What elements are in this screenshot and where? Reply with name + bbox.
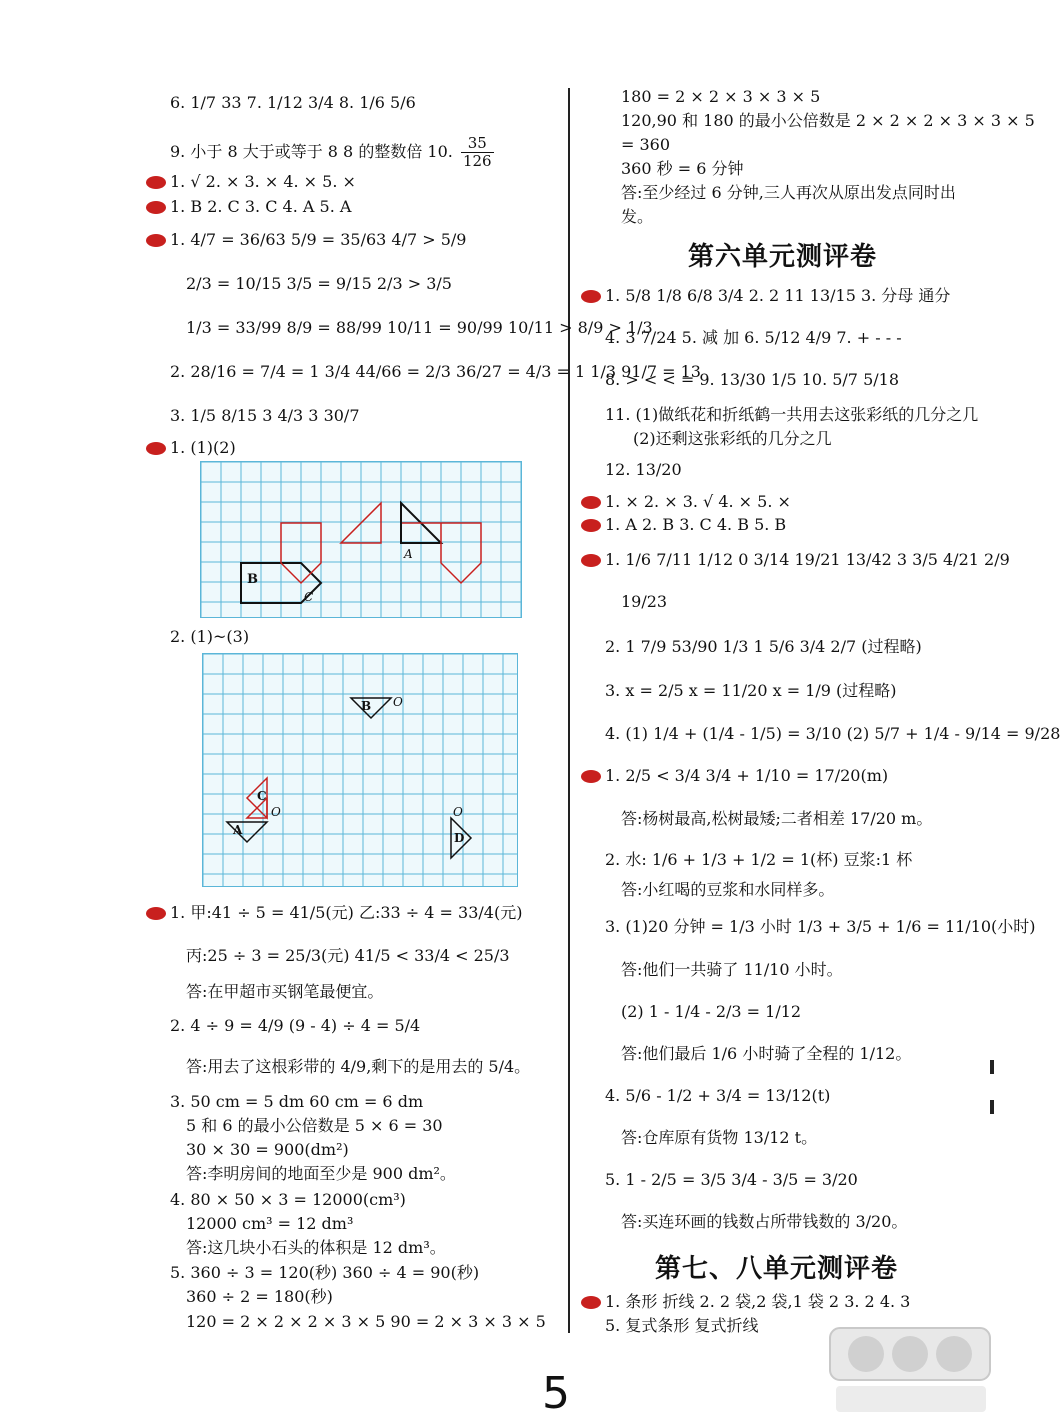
answer-line: 19/23 <box>621 592 668 611</box>
answer-line: 答:用去了这根彩带的 4/9,剩下的是用去的 5/4。 <box>186 1057 531 1076</box>
answer-line: 3. (1)20 分钟 = 1/3 小时 1/3 + 3/5 + 1/6 = 11/10(小时) <box>605 917 1036 936</box>
label-b: B <box>361 699 372 713</box>
answer-line <box>170 438 236 458</box>
answer-line: 5. 360 ÷ 3 = 120(秒) 360 ÷ 4 = 90(秒) <box>170 1263 480 1282</box>
answer-text: 1. (1)(2) <box>170 438 236 457</box>
answer-line: 8. > < < = 9. 13/30 1/5 10. 5/7 5/18 <box>605 370 899 389</box>
answer-line <box>170 135 497 170</box>
answer-line: 发。 <box>621 207 654 226</box>
section-badge <box>146 907 166 920</box>
label-a: A <box>233 823 243 837</box>
section-badge <box>581 554 601 567</box>
answer-line: 5. 复式条形 复式折线 <box>605 1316 759 1335</box>
label-c: C <box>304 590 314 604</box>
answer-line: 答:至少经过 6 分钟,三人再次从原出发点同时出 <box>621 183 956 202</box>
answer-line: 答:李明房间的地面至少是 900 dm²。 <box>186 1164 456 1183</box>
label-o: O <box>393 695 403 709</box>
fraction <box>461 135 494 170</box>
answer-text: 1. 条形 折线 2. 2 袋,2 袋,1 袋 2 3. 2 4. 3 <box>605 1292 911 1311</box>
answer-line <box>170 172 356 192</box>
answer-line: 180 = 2 × 2 × 3 × 3 × 5 <box>621 87 821 106</box>
answer-line: (2)还剩这张彩纸的几分之几 <box>633 429 832 448</box>
answer-line: 3. 1/5 8/15 3 4/3 3 30/7 <box>170 406 360 425</box>
answer-text: 1. 4/7 = 36/63 5/9 = 35/63 4/7 > 5/9 <box>170 230 467 249</box>
answer-line <box>170 903 522 923</box>
section-badge <box>581 496 601 509</box>
label-o: O <box>453 805 463 819</box>
section-heading: 第六单元测评卷 <box>688 242 878 272</box>
answer-line <box>605 492 791 512</box>
answer-line: 1/3 = 33/99 8/9 = 88/99 10/11 = 90/99 10/11 > 8/9 > 1/3 <box>186 318 653 337</box>
answer-line: 12. 13/20 <box>605 460 682 479</box>
answer-line: 120 = 2 × 2 × 2 × 3 × 5 90 = 2 × 3 × 3 × 5 <box>186 1312 546 1331</box>
answer-line: 360 ÷ 2 = 180(秒) <box>186 1287 333 1306</box>
answer-line <box>170 230 466 250</box>
edge-mark <box>990 1100 994 1114</box>
answer-line: 120,90 和 180 的最小公倍数是 2 × 2 × 2 × 3 × 3 × 5 <box>621 111 1035 130</box>
answer-line: 3. 50 cm = 5 dm 60 cm = 6 dm <box>170 1092 424 1111</box>
answer-line: 答:仓库原有货物 13/12 t。 <box>621 1128 818 1147</box>
answer-line: 2/3 = 10/15 3/5 = 9/15 2/3 > 3/5 <box>186 274 452 293</box>
answer-text: 9. 小于 8 大于或等于 8 8 的整数倍 10. <box>170 142 453 161</box>
section-badge <box>581 770 601 783</box>
answer-line: 答:他们一共骑了 11/10 小时。 <box>621 960 843 979</box>
section-badge <box>581 290 601 303</box>
answer-line <box>605 515 786 535</box>
answer-line: 3. x = 2/5 x = 11/20 x = 1/9 (过程略) <box>605 681 897 700</box>
answer-line: 2. 4 ÷ 9 = 4/9 (9 - 4) ÷ 4 = 5/4 <box>170 1016 421 1035</box>
answer-line: 4. (1) 1/4 + (1/4 - 1/5) = 3/10 (2) 5/7 + 1/4 - 9/14 = 9/28 <box>605 724 1060 743</box>
answer-text: 1. A 2. B 3. C 4. B 5. B <box>605 515 787 534</box>
answer-line: 答:买连环画的钱数占所带钱数的 3/20。 <box>621 1212 908 1231</box>
section-badge <box>146 442 166 455</box>
answer-line: (2) 1 - 1/4 - 2/3 = 1/12 <box>621 1002 802 1021</box>
section-badge <box>146 176 166 189</box>
answer-line <box>605 286 950 306</box>
edge-mark <box>990 1060 994 1074</box>
answer-line: 答:杨树最高,松树最矮;二者相差 17/20 m。 <box>621 809 933 828</box>
label-b: B <box>247 572 258 587</box>
answer-line: = 360 <box>621 135 671 154</box>
section-heading: 第七、八单元测评卷 <box>655 1254 899 1284</box>
label-d: D <box>454 831 465 845</box>
answer-line: 2. 28/16 = 7/4 = 1 3/4 44/66 = 2/3 36/27 = 4/3 = 1 1/3 91/7 = 13 <box>170 362 701 381</box>
answer-line: 4. 3 7/24 5. 减 加 6. 5/12 4/9 7. + - - - <box>605 328 902 347</box>
answer-line: 答:在甲超市买钢笔最便宜。 <box>186 982 384 1001</box>
answer-line: 答:他们最后 1/6 小时骑了全程的 1/12。 <box>621 1044 912 1063</box>
answer-line: 12000 cm³ = 12 dm³ <box>186 1214 354 1233</box>
answer-text: 1. 1/6 7/11 1/12 0 3/14 19/21 13/42 3 3/5 4/21 2/9 <box>605 550 1010 569</box>
section-badge <box>146 234 166 247</box>
grid-figure-1 <box>200 461 522 618</box>
answer-line <box>605 550 1010 570</box>
answer-text: 1. × 2. × 3. √ 4. × 5. × <box>605 492 791 511</box>
answer-line <box>170 197 351 217</box>
answer-text: 1. B 2. C 3. C 4. A 5. A <box>170 197 352 216</box>
answer-line: 6. 1/7 33 7. 1/12 3/4 8. 1/6 5/6 <box>170 93 416 112</box>
answer-line: 2. 1 7/9 53/90 1/3 1 5/6 3/4 2/7 (过程略) <box>605 637 922 656</box>
answer-line: 2. (1)~(3) <box>170 627 250 646</box>
numerator: 35 <box>461 135 494 153</box>
answer-line: 答:小红喝的豆浆和水同样多。 <box>621 880 835 899</box>
label-o: O <box>271 805 281 819</box>
answer-line <box>605 1292 910 1312</box>
denominator: 126 <box>462 152 492 170</box>
label-a: A <box>404 547 413 561</box>
grid-lines <box>201 462 521 617</box>
answer-line: 360 秒 = 6 分钟 <box>621 159 744 178</box>
answer-text: 1. 5/8 1/8 6/8 3/4 2. 2 11 13/15 3. 分母 通分 <box>605 286 951 305</box>
answer-text: 1. 甲:41 ÷ 5 = 41/5(元) 乙:33 ÷ 4 = 33/4(元) <box>170 903 523 922</box>
section-badge <box>146 201 166 214</box>
answer-text: 1. √ 2. × 3. × 4. × 5. × <box>170 172 356 191</box>
answer-line: 丙:25 ÷ 3 = 25/3(元) 41/5 < 33/4 < 25/3 <box>186 946 510 965</box>
answer-line: 2. 水: 1/6 + 1/3 + 1/2 = 1(杯) 豆浆:1 杯 <box>605 850 913 869</box>
answer-line: 4. 80 × 50 × 3 = 12000(cm³) <box>170 1190 406 1209</box>
answer-line <box>605 766 888 786</box>
answer-line: 30 × 30 = 900(dm²) <box>186 1140 349 1159</box>
answer-line: 5. 1 - 2/5 = 3/5 3/4 - 3/5 = 3/20 <box>605 1170 858 1189</box>
answer-line: 4. 5/6 - 1/2 + 3/4 = 13/12(t) <box>605 1086 831 1105</box>
section-badge <box>581 519 601 532</box>
answer-line: 答:这几块小石头的体积是 12 dm³。 <box>186 1238 446 1257</box>
section-badge <box>581 1296 601 1309</box>
label-c: C <box>257 789 267 803</box>
watermark-logo <box>826 1322 996 1417</box>
answer-line: 5 和 6 的最小公倍数是 5 × 6 = 30 <box>186 1116 443 1135</box>
answer-text: 1. 2/5 < 3/4 3/4 + 1/10 = 17/20(m) <box>605 766 889 785</box>
answer-line: 11. (1)做纸花和折纸鹤一共用去这张彩纸的几分之几 <box>605 405 979 424</box>
column-divider <box>568 88 570 1333</box>
grid-figure-2 <box>202 653 518 887</box>
grid-lines <box>203 654 517 886</box>
page-number: 5 <box>542 1368 570 1419</box>
